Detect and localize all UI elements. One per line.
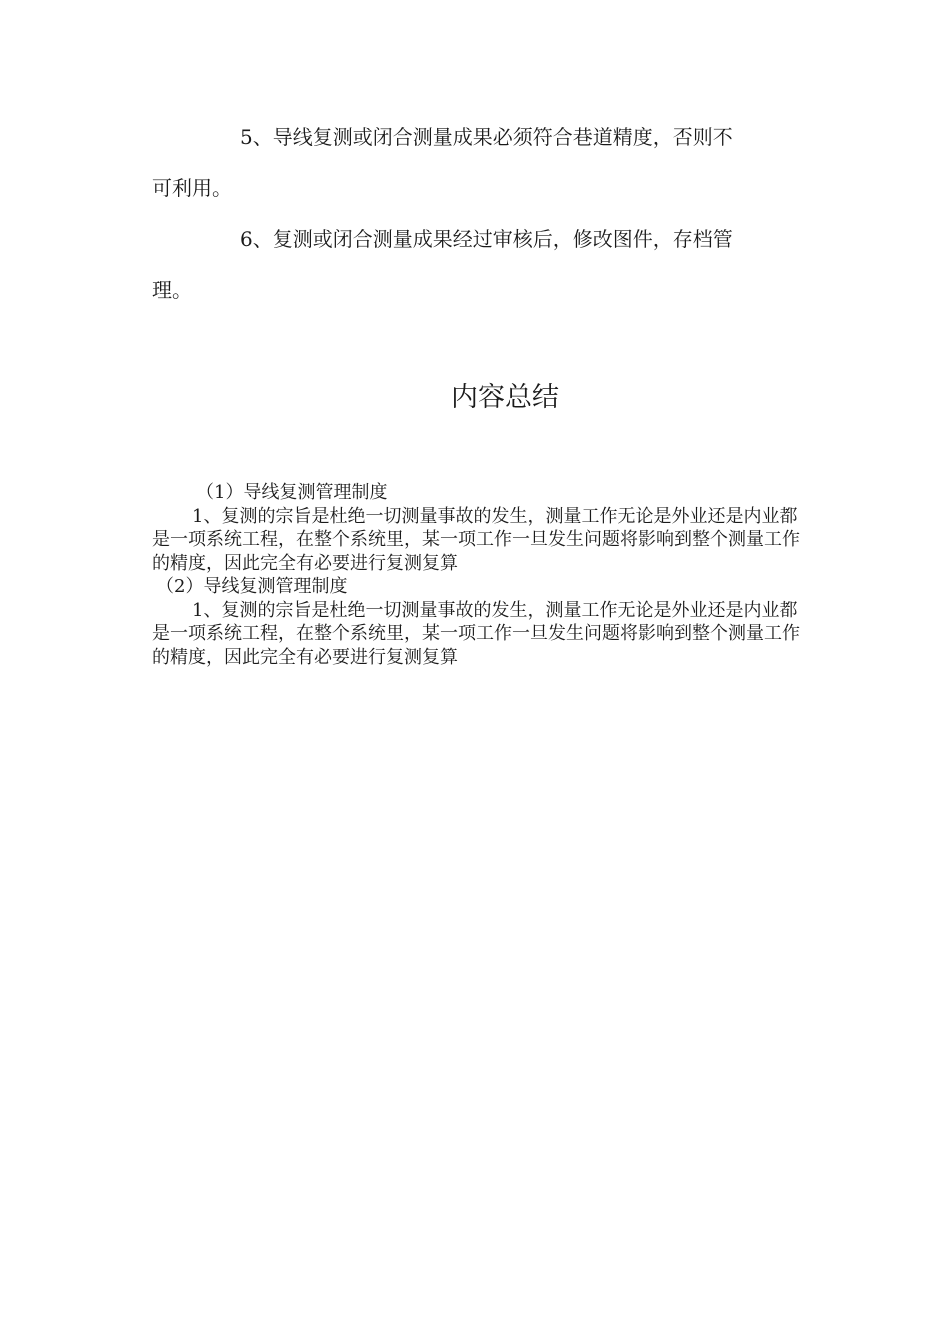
summary-section bbox=[152, 481, 802, 669]
paragraph-5-line-1: 5、导线复测或闭合测量成果必须符合巷道精度，否则不 bbox=[240, 125, 733, 149]
paragraph-6-line-2: 理。 bbox=[152, 278, 192, 302]
summary-item-1-body: 1、复测的宗旨是杜绝一切测量事故的发生，测量工作无论是外业还是内业都是一项系统工程，在整个系统里，某一项工作一旦发生问题将影响到整个测量工作的精度，因此完全有必要进行复测复算 bbox=[152, 505, 800, 574]
paragraph-6-line-1: 6、复测或闭合测量成果经过审核后，修改图件，存档管 bbox=[240, 227, 733, 251]
paragraph-5-line-2: 可利用。 bbox=[152, 176, 232, 200]
summary-item-2-body: 1、复测的宗旨是杜绝一切测量事故的发生，测量工作无论是外业还是内业都是一项系统工程，在整个系统里，某一项工作一旦发生问题将影响到整个测量工作的精度，因此完全有必要进行复测复算 bbox=[152, 599, 800, 668]
paragraph-5 bbox=[152, 112, 792, 214]
summary-item-1-title: （1）导线复测管理制度 bbox=[196, 482, 388, 503]
summary-heading: 内容总结 bbox=[451, 382, 559, 413]
paragraph-6 bbox=[152, 214, 792, 316]
summary-item-2-title: （2）导线复测管理制度 bbox=[156, 576, 348, 597]
